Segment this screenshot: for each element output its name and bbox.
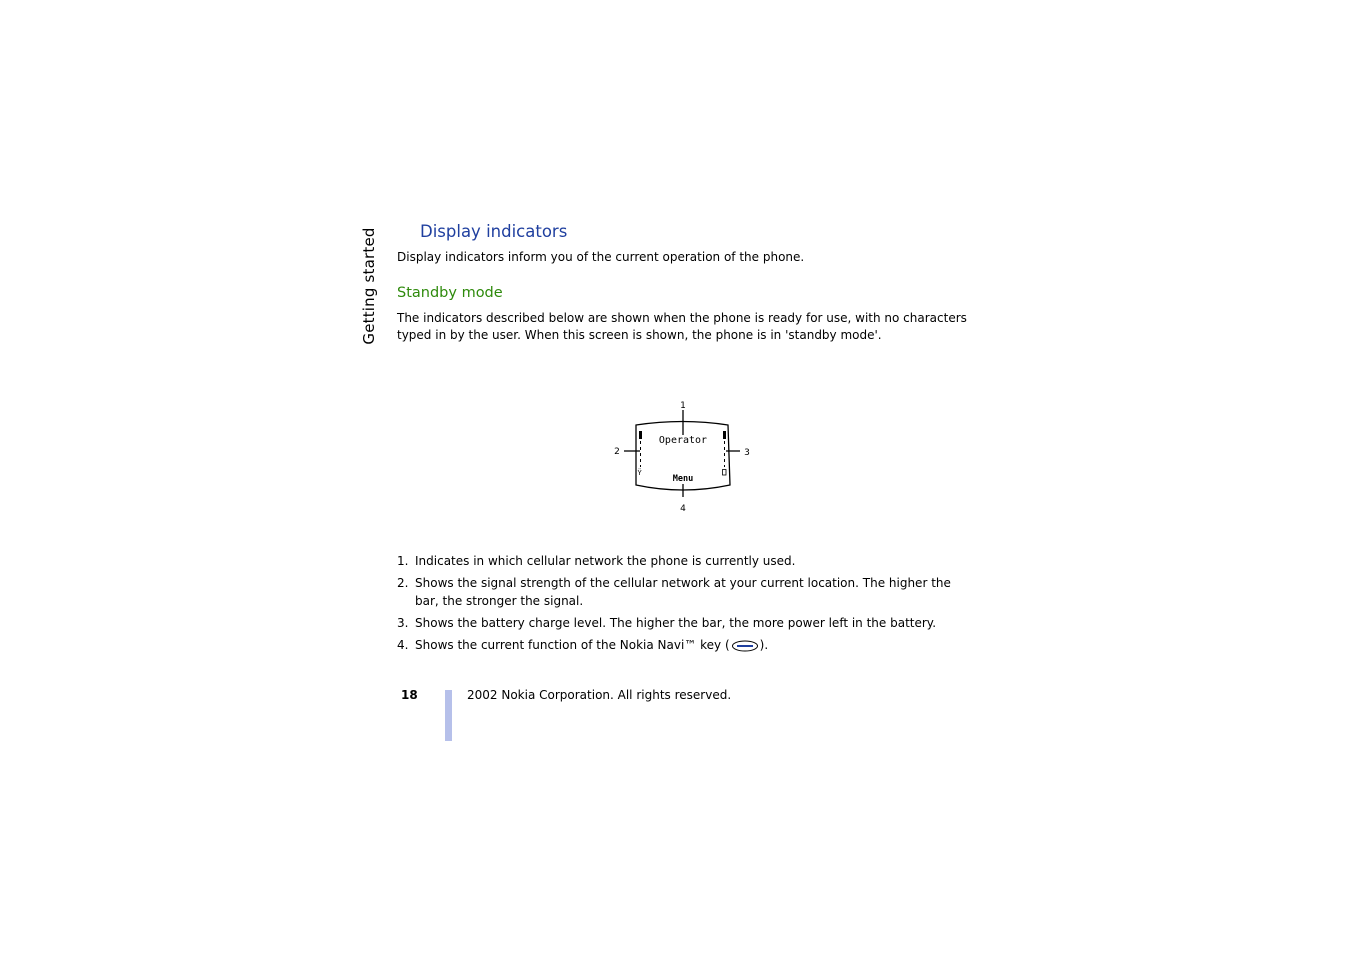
- callout-2: 2: [614, 447, 620, 457]
- list-item-text: Shows the signal strength of the cellular network at your current location. The higher the bar, the stronger the signal.: [415, 576, 951, 608]
- subsection-text: The indicators described below are shown when the phone is ready for use, with no characters typed in by the user. When this screen is shown, the phone is in 'standby mode'.: [397, 311, 967, 342]
- list-item-text: Shows the battery charge level. The higher the bar, the more power left in the battery.: [415, 616, 937, 630]
- callout-3: 3: [744, 448, 750, 458]
- list-item-text: Indicates in which cellular network the phone is currently used.: [415, 554, 796, 568]
- list-item-text-after: ).: [759, 638, 769, 652]
- list-item: [397, 574, 972, 610]
- list-item: [397, 636, 972, 654]
- list-item-number: 3.: [397, 616, 409, 630]
- standby-display-figure: [600, 395, 770, 519]
- copyright-text: 2002 Nokia Corporation. All rights reserved.: [467, 688, 732, 702]
- subsection-title: Standby mode: [397, 285, 503, 301]
- list-item-text-before: Shows the current function of the Nokia Navi™ key (: [415, 638, 730, 652]
- callout-1: 1: [680, 401, 686, 411]
- footer-bar: [445, 690, 452, 741]
- list-item: [397, 614, 972, 632]
- list-item: [397, 552, 972, 570]
- battery-icon: [723, 470, 727, 476]
- phone-display-illustration: [600, 395, 770, 519]
- indicator-list: [397, 552, 972, 658]
- section-title: Display indicators: [420, 222, 568, 241]
- signal-bar: [639, 431, 642, 439]
- section-intro: Display indicators inform you of the current operation of the phone.: [397, 250, 805, 264]
- page-number: 18: [401, 688, 418, 702]
- menu-softkey-text: Menu: [672, 474, 694, 484]
- side-tab-label: Getting started: [360, 227, 378, 345]
- navi-key-icon: [731, 640, 759, 652]
- list-item-number: 4.: [397, 638, 409, 652]
- list-item-number: 1.: [397, 554, 409, 568]
- battery-bar: [723, 431, 726, 439]
- callout-4: 4: [680, 504, 686, 514]
- list-item-number: 2.: [397, 576, 409, 590]
- antenna-icon: Ÿ: [637, 469, 642, 477]
- operator-text: Operator: [658, 435, 708, 446]
- side-tab: [358, 226, 380, 346]
